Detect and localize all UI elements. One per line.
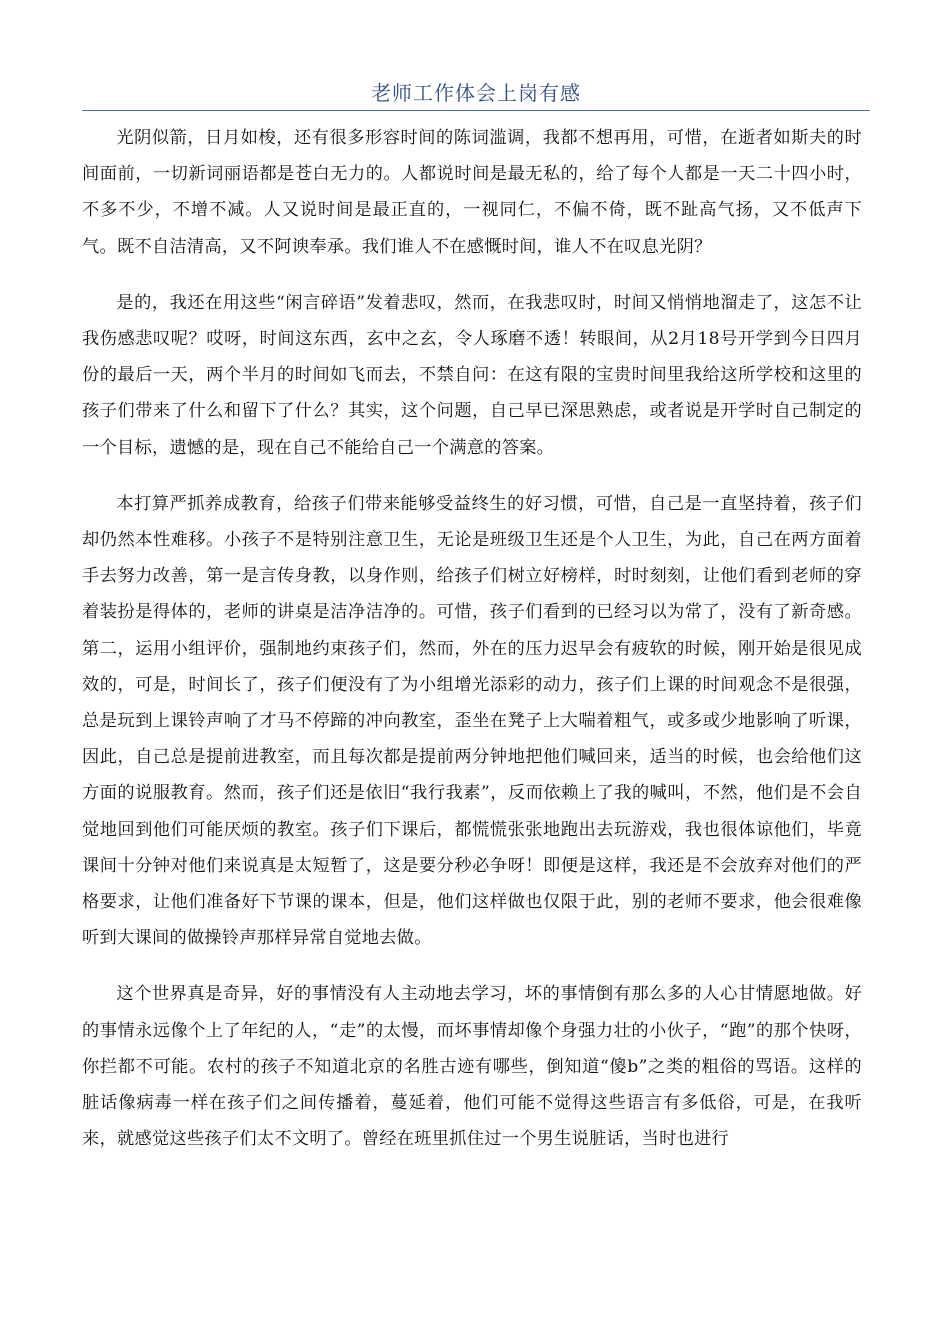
document-header bbox=[82, 78, 870, 111]
document-title: 老师工作体会上岗有感 bbox=[371, 81, 581, 105]
document-body bbox=[82, 120, 862, 1177]
body-paragraph-2: 是的，我还在用这些“闲言碎语”发着悲叹，然而，在我悲叹时，时间又悄悄地溜走了，这怎不让我伤感悲叹呢？哎呀，时间这东西，玄中之玄，令人琢磨不透！转眼间，从2月18号开学到今日四月份的最后一天，两个半月的时间如飞而去，不禁自问：在这有限的宝贵时间里我给这所学校和这里的孩子们带来了什么和留下了什么？其实，这个问题，自己早已深思熟虑，或者说是开学时自己制定的一个目标，遗憾的是，现在自己不能给自己一个满意的答案。 bbox=[82, 292, 862, 458]
body-paragraph-1: 光阴似箭，日月如梭，还有很多形容时间的陈词滥调，我都不想再用，可惜，在逝者如斯夫的时间面前，一切新词丽语都是苍白无力的。人都说时间是最无私的，给了每个人都是一天二十四小时，不多不少，不增不减。人又说时间是最正直的，一视同仁，不偏不倚，既不趾高气扬，又不低声下气。既不自洁清高，又不阿谀奉承。我们谁人不在感慨时间，谁人不在叹息光阴？ bbox=[82, 128, 862, 257]
body-paragraph-3: 本打算严抓养成教育，给孩子们带来能够受益终生的好习惯，可惜，自己是一直坚持着，孩子们却仍然本性难移。小孩子不是特别注意卫生，无论是班级卫生还是个人卫生，为此，自己在两方面着手去努力改善，第一是言传身教，以身作则，给孩子们树立好榜样，时时刻刻，让他们看到老师的穿着装扮是得体的，老师的讲桌是洁净洁净的。可惜，孩子们看到的已经习以为常了，没有了新奇感。第二，运用小组评价，强制地约束孩子们，然而，外在的压力迟早会有疲软的时候，刚开始是很见成效的，可是，时间长了，孩子们便没有了为小组增光添彩的动力，孩子们上课的时间观念不是很强，总是玩到上课铃声响了才马不停蹄的冲向教室，歪坐在凳子上大喘着粗气，或多或少地影响了听课，因此，自己总是提前进教室，而且每次都是提前两分钟地把他们喊回来，适当的时候，也会给他们这方面的说服教育。然而，孩子们还是依旧“我行我素”，反而依赖上了我的喊叫，不然，他们是不会自觉地回到他们可能厌烦的教室。孩子们下课后，都慌慌张张地跑出去玩游戏，我也很体谅他们，毕竟课间十分钟对他们来说真是太短暂了，这是要分秒必争呀！即便是这样，我还是不会放弃对他们的严格要求，让他们准备好下节课的课本，但是，他们这样做也仅限于此，别的老师不要求，他会很难像听到大课间的做操铃声那样异常自觉地去做。 bbox=[82, 493, 862, 949]
body-paragraph-4: 这个世界真是奇异，好的事情没有人主动地去学习，坏的事情倒有那么多的人心甘情愿地做。好的事情永远像个上了年纪的人，“走”的太慢，而坏事情却像个身强力壮的小伙子，“跑”的那个快呀，你拦都不可能。农村的孩子不知道北京的名胜古迹有哪些，倒知道“傻b”之类的粗俗的骂语。这样的脏话像病毒一样在孩子们之间传播着，蔓延着，他们可能不觉得这些语言有多低俗，可是，在我听来，就感觉这些孩子们太不文明了。曾经在班里抓住过一个男生说脏话，当时也进行 bbox=[82, 984, 862, 1150]
